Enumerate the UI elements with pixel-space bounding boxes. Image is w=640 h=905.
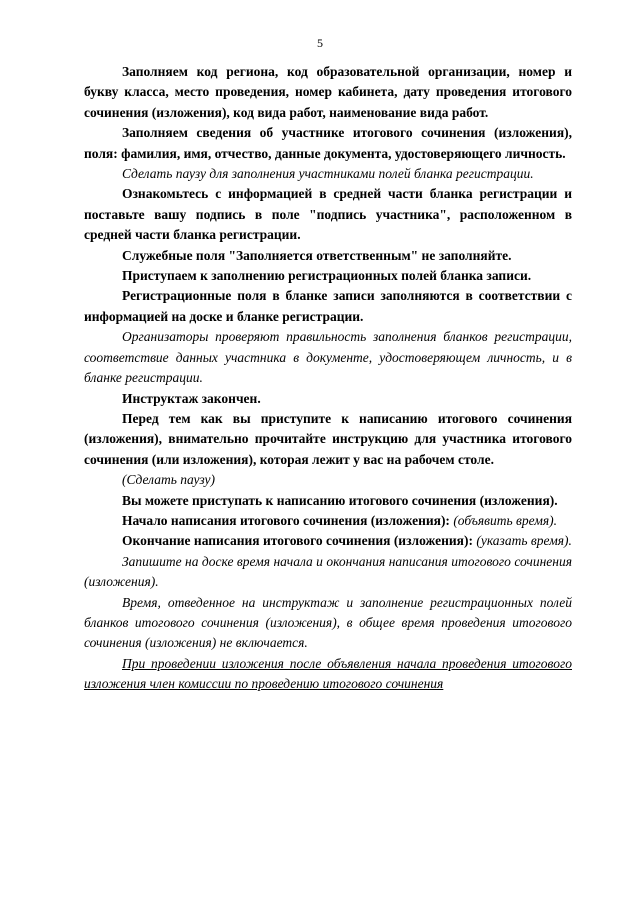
- paragraph-briefing-time-excluded: Время, отведенное на инструктаж и заполнение регистрационных полей бланков итогового сочинения (изложения), в общее время проведения итогового сочинения (изложения) не включается.: [84, 594, 572, 651]
- paragraph-pause-registration: Сделать паузу для заполнения участниками полей бланка регистрации.: [122, 166, 534, 182]
- paragraph-service-fields: Служебные поля "Заполняется ответственным" не заполняйте.: [122, 247, 512, 263]
- paragraph-pause: (Сделать паузу): [122, 472, 216, 488]
- end-time-label: Окончание написания итогового сочинения (изложения):: [122, 533, 473, 549]
- start-time-label: Начало написания итогового сочинения (изложения):: [122, 512, 450, 528]
- paragraph-start-record-fields: Приступаем к заполнению регистрационных полей бланка записи.: [122, 268, 532, 284]
- paragraph-organizers-check: Организаторы проверяют правильность заполнения бланков регистрации, соответствие данных участника в документе, удостоверяющем личность, и в бланке регистрации.: [84, 329, 572, 386]
- paragraph-fill-region-code: Заполняем код региона, код образовательной организации, номер и букву класса, место проведения, номер кабинета, дату проведения итогового сочинения (изложения), код вида работ, наименование вида работ.: [84, 64, 572, 120]
- page-number: 5: [317, 36, 323, 50]
- start-time-note: (объявить время).: [453, 512, 558, 528]
- paragraph-may-start: Вы можете приступать к написанию итогового сочинения (изложения).: [122, 492, 558, 508]
- paragraph-briefing-finished: Инструктаж закончен.: [122, 390, 261, 406]
- paragraph-sign-registration: Ознакомьтесь с информацией в средней части бланка регистрации и поставьте вашу подпись в поле "подпись участника", расположенном в средней части бланка регистрации.: [84, 186, 572, 243]
- paragraph-read-instructions: Перед тем как вы приступите к написанию итогового сочинения (изложения), внимательно прочитайте инструкцию для участника итогового сочинения (или изложения), которая лежит у вас на рабочем столе.: [84, 410, 572, 467]
- paragraph-record-fields-info: Регистрационные поля в бланке записи заполняются в соответствии с информацией на доске и бланке регистрации.: [84, 288, 572, 324]
- paragraph-presentation-procedure: При проведении изложения после объявления начала проведения итогового изложения член комиссии по проведению итогового сочинения: [84, 655, 572, 692]
- end-time-note: (указать время).: [476, 533, 572, 549]
- paragraph-end-time: [84, 531, 572, 551]
- document-body: [84, 62, 572, 695]
- paragraph-fill-participant-info: Заполняем сведения об участнике итогового сочинения (изложения), поля: фамилия, имя, отчество, данные документа, удостоверяющего личность.: [84, 125, 572, 161]
- paragraph-start-time: [84, 511, 572, 531]
- paragraph-write-times-on-board: Запишите на доске время начала и окончания написания итогового сочинения (изложения).: [84, 553, 572, 590]
